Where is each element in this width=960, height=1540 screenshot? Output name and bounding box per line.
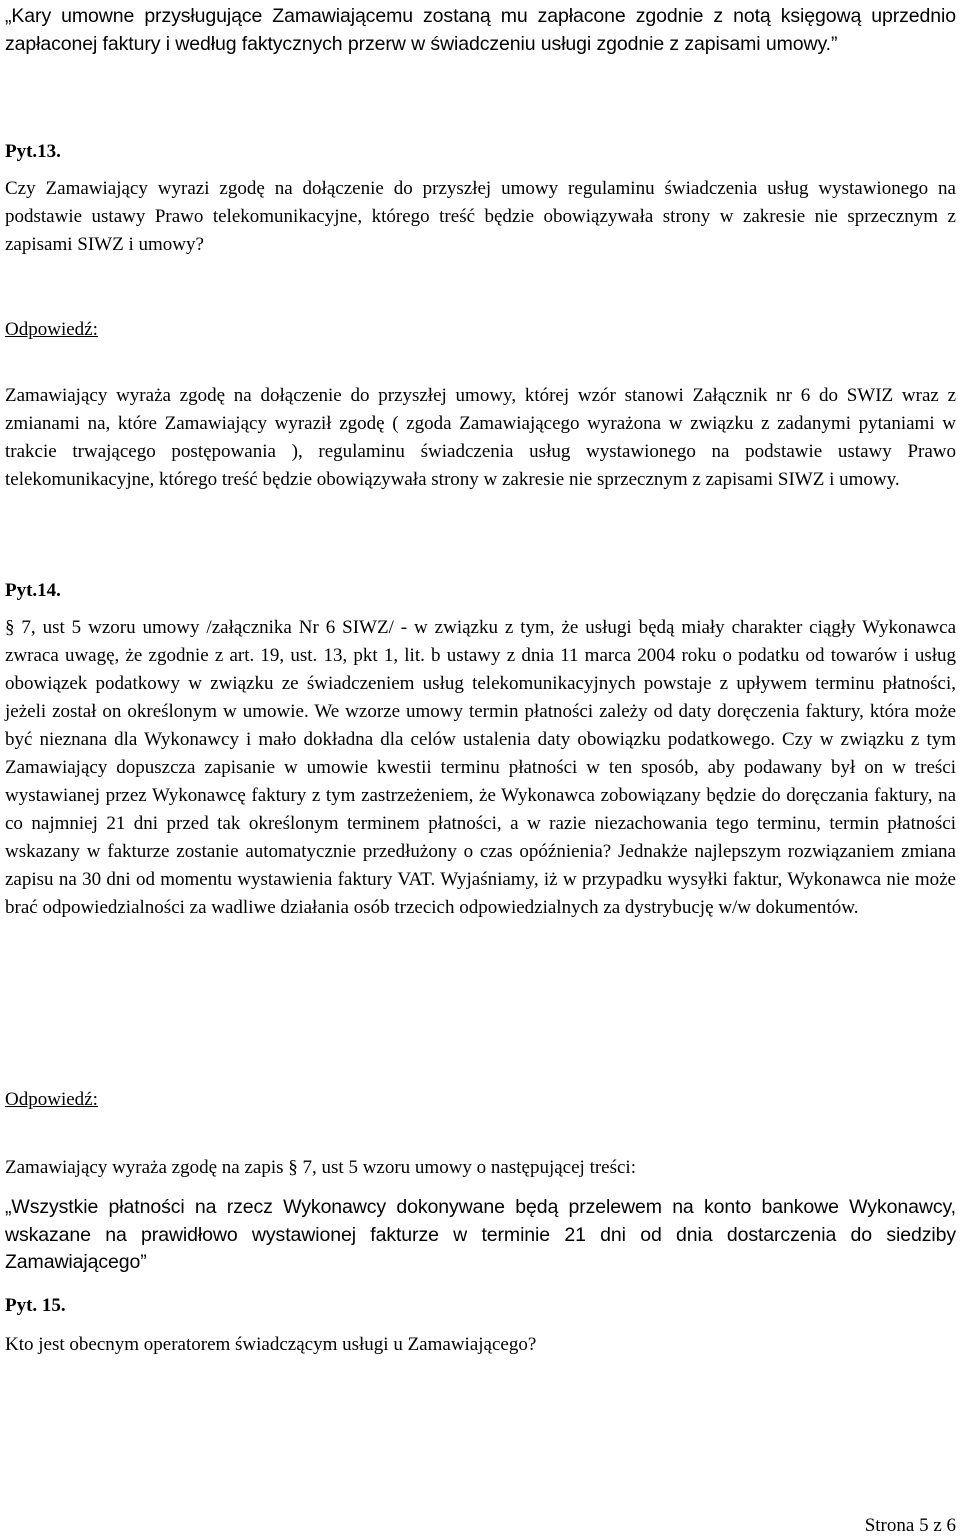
page-number [865, 1512, 956, 1540]
page-number-prefix: Strona [864, 1515, 915, 1536]
answer-13-label: Odpowiedź: [5, 319, 98, 340]
page-number-total: 6 [946, 1515, 956, 1536]
answer-13-text: Zamawiający wyraża zgodę na dołączenie do przyszłej umowy, której wzór stanowi Załącznik nr 6 do SWIZ wraz z zmianami na, które Zamawiający wyraził zgodę ( zgoda Zamawiającego wyrażona w związku z zadanymi pytaniami w trakcie trwającego postępowania ), regulaminu świadczenia usług wystawionego na podstawie ustawy Prawo telekomunikacyjne, którego treść będzie obowiązywała strony w zakresie nie sprzecznym z zapisami SIWZ i umowy. [5, 385, 956, 490]
answer-14-intro: Zamawiający wyraża zgodę na zapis § 7, ust 5 wzoru umowy o następującej treści: [5, 1157, 636, 1178]
question-15-heading: Pyt. 15. [5, 1295, 66, 1316]
answer-14-label: Odpowiedź: [5, 1089, 98, 1110]
answer-14-quote: „Wszystkie płatności na rzecz Wykonawcy dokonywane będą przelewem na konto bankowe Wykonawcy, wskazane na prawidłowo wystawionej fakturze w terminie 21 dni od dnia dostarczenia do siedziby Zamawiającego” [5, 1196, 956, 1273]
answer-13-label-line [5, 316, 956, 344]
question-13-heading: Pyt.13. [5, 141, 61, 162]
answer-14-label-line [5, 1086, 956, 1114]
page-number-separator: z [933, 1515, 942, 1536]
question-15-text: Kto jest obecnym operatorem świadczącym usługi u Zamawiającego? [5, 1334, 537, 1355]
question-14-text: § 7, ust 5 wzoru umowy /załącznika Nr 6 SIWZ/ - w związku z tym, że usługi będą miały charakter ciągły Wykonawca zwraca uwagę, że zgodnie z art. 19, ust. 13, pkt 1, lit. b ustawy z dnia 11 marca 2004 roku o podatku od towarów i usług obowiązek podatkowy w związku ze świadczeniem usług telekomunikacyjnych powstaje z upływem terminu płatności, jeżeli został on określonym w umowie. We wzorze umowy termin płatności zależy od daty doręczenia faktury, która może być nieznana dla Wykonawcy i mało dokładna dla celów ustalenia daty obowiązku podatkowego. Czy w związku z tym Zamawiający dopuszcza zapisanie w umowie kwestii terminu płatności w ten sposób, aby podawany był on w treści wystawianej przez Wykonawcę faktury z tym zastrzeżeniem, że Wykonawca zobowiązany będzie do doręczania faktury, na co najmniej 21 dni przed tak określonym terminem płatności, a w razie niezachowania tego terminu, termin płatności wskazany w fakturze zostanie automatycznie przedłużony o czas opóźnienia? Jednakże najlepszym rozwiązaniem zmiana zapisu na 30 dni od momentu wystawienia faktury VAT. Wyjaśniamy, iż w przypadku wysyłki faktur, Wykonawca nie może brać odpowiedzialności za wadliwe działania osób trzecich odpowiedzialnych za dystrybucję w/w dokumentów. [5, 617, 956, 918]
question-13-text: Czy Zamawiający wyrazi zgodę na dołączenie do przyszłej umowy regulaminu świadczenia usług wystawionego na podstawie ustawy Prawo telekomunikacyjne, którego treść będzie obowiązywała strony w zakresie nie sprzecznym z zapisami SIWZ i umowy? [5, 178, 956, 255]
page-number-current: 5 [919, 1515, 929, 1536]
quoted-clause-penalties: „Kary umowne przysługujące Zamawiającemu zostaną mu zapłacone zgodnie z notą księgową uprzednio zapłaconej faktury i według faktycznych przerw w świadczeniu usługi zgodnie z zapisami umowy.” [5, 5, 956, 55]
question-14-heading: Pyt.14. [5, 580, 61, 601]
